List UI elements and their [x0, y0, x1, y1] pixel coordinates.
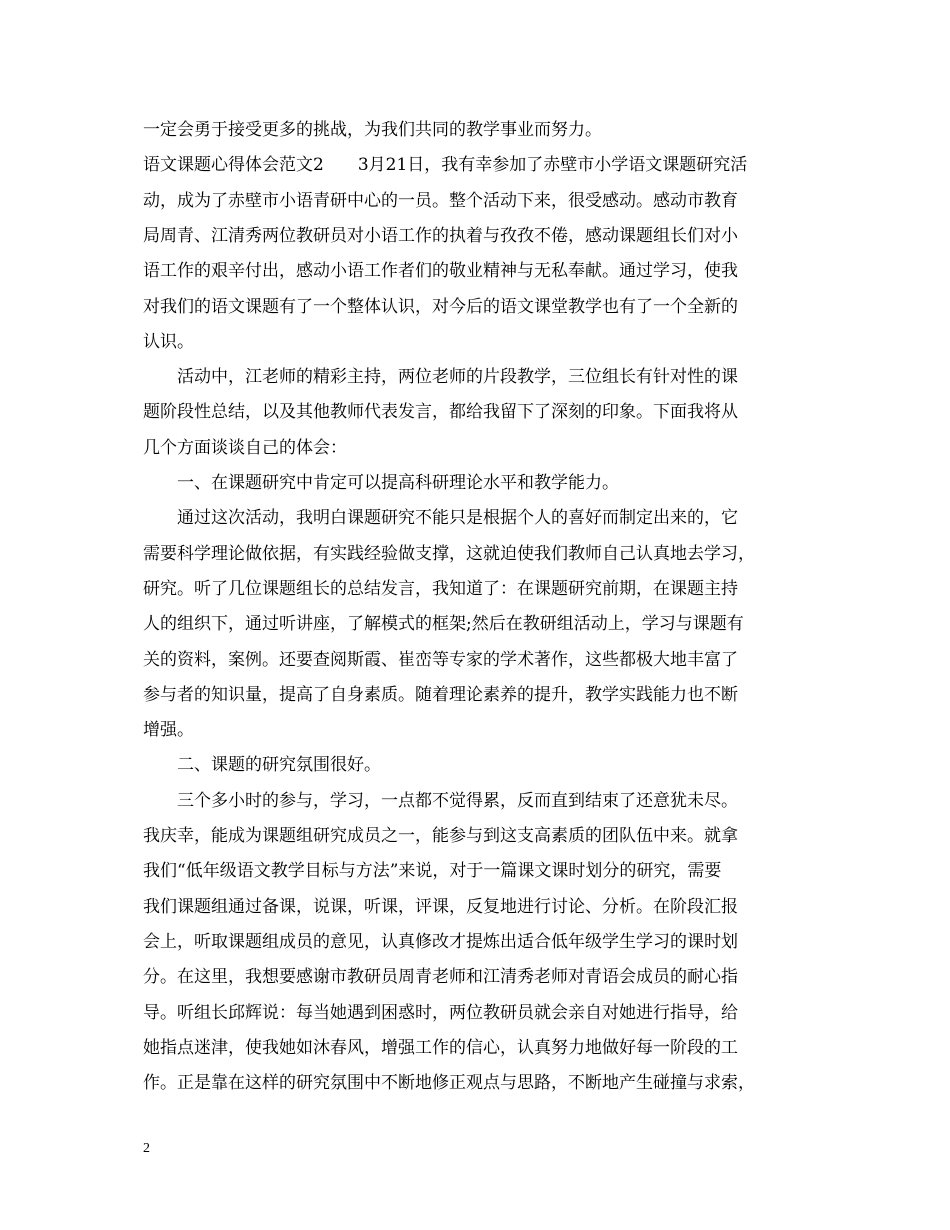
- text-line: 通过这次活动，我明白课题研究不能只是根据个人的喜好而制定出来的，它: [143, 508, 738, 529]
- text-line: 题阶段性总结，以及其他教师代表发言，都给我留下了深刻的印象。下面我将从: [143, 402, 738, 423]
- text-line: 研究。听了几位课题组长的总结发言，我知道了：在课题研究前期，在课题主持: [143, 578, 738, 599]
- text-line: 人的组织下，通过听讲座，了解模式的框架;然后在教研组活动上，学习与课题有: [143, 614, 744, 635]
- text-line: 导。听组长邱辉说：每当她遇到困惑时，两位教研员就会亲自对她进行指导，给: [143, 1002, 738, 1023]
- text-line: 几个方面谈谈自己的体会：: [143, 437, 347, 458]
- text-line: 局周青、江清秀两位教研员对小语工作的执着与孜孜不倦，感动课题组长们对小: [143, 225, 738, 246]
- text-line: 关的资料，案例。还要查阅斯霞、崔峦等专家的学术著作，这些都极大地丰富了: [143, 649, 738, 670]
- text-line: 增强。: [143, 720, 194, 741]
- text-line: 对我们的语文课题有了一个整体认识，对今后的语文课堂教学也有了一个全新的: [143, 296, 738, 317]
- text-line: 我们“低年级语文教学目标与方法”来说，对于一篇课文课时划分的研究，需要: [143, 861, 722, 882]
- text-line: 活动中，江老师的精彩主持，两位老师的片段教学，三位组长有针对性的课: [143, 367, 738, 388]
- text-line: 语文课题心得体会范文2 3月21日，我有幸参加了赤壁市小学语文课题研究活: [143, 155, 748, 176]
- text-line: 我们课题组通过备课，说课，听课，评课，反复地进行讨论、分析。在阶段汇报: [143, 896, 738, 917]
- text-line: 需要科学理论做依据，有实践经验做支撑，这就迫使我们教师自己认真地去学习，: [143, 543, 755, 564]
- text-line: 作。正是靠在这样的研究氛围中不断地修正观点与思路，不断地产生碰撞与求索，: [143, 1073, 755, 1094]
- text-line: 她指点迷津，使我她如沐春风，增强工作的信心，认真努力地做好每一阶段的工: [143, 1037, 738, 1058]
- text-line: 一、在课题研究中肯定可以提高科研理论水平和教学能力。: [143, 473, 619, 493]
- text-line: 认识。: [143, 331, 194, 352]
- text-line: 语工作的艰辛付出，感动小语工作者们的敬业精神与无私奉献。通过学习，使我: [143, 261, 738, 282]
- text-line: 我庆幸，能成为课题组研究成员之一，能参与到这支高素质的团队伍中来。就拿: [143, 826, 738, 846]
- text-line: 动，成为了赤壁市小语青研中心的一员。整个活动下来，很受感动。感动市教育: [143, 190, 738, 211]
- text-line: 二、课题的研究氛围很好。: [143, 755, 381, 776]
- text-line: 三个多小时的参与，学习，一点都不觉得累，反而直到结束了还意犹未尽。: [143, 790, 738, 811]
- text-line: 会上，听取课题组成员的意见，认真修改才提炼出适合低年级学生学习的课时划: [143, 931, 738, 952]
- text-line: 分。在这里，我想要感谢市教研员周青老师和江清秀老师对青语会成员的耐心指: [143, 967, 738, 988]
- text-line: 参与者的知识量，提高了自身素质。随着理论素养的提升，教学实践能力也不断: [143, 684, 738, 705]
- page-number: 2: [143, 1141, 150, 1156]
- text-line: 一定会勇于接受更多的挑战，为我们共同的教学事业而努力。: [143, 120, 602, 140]
